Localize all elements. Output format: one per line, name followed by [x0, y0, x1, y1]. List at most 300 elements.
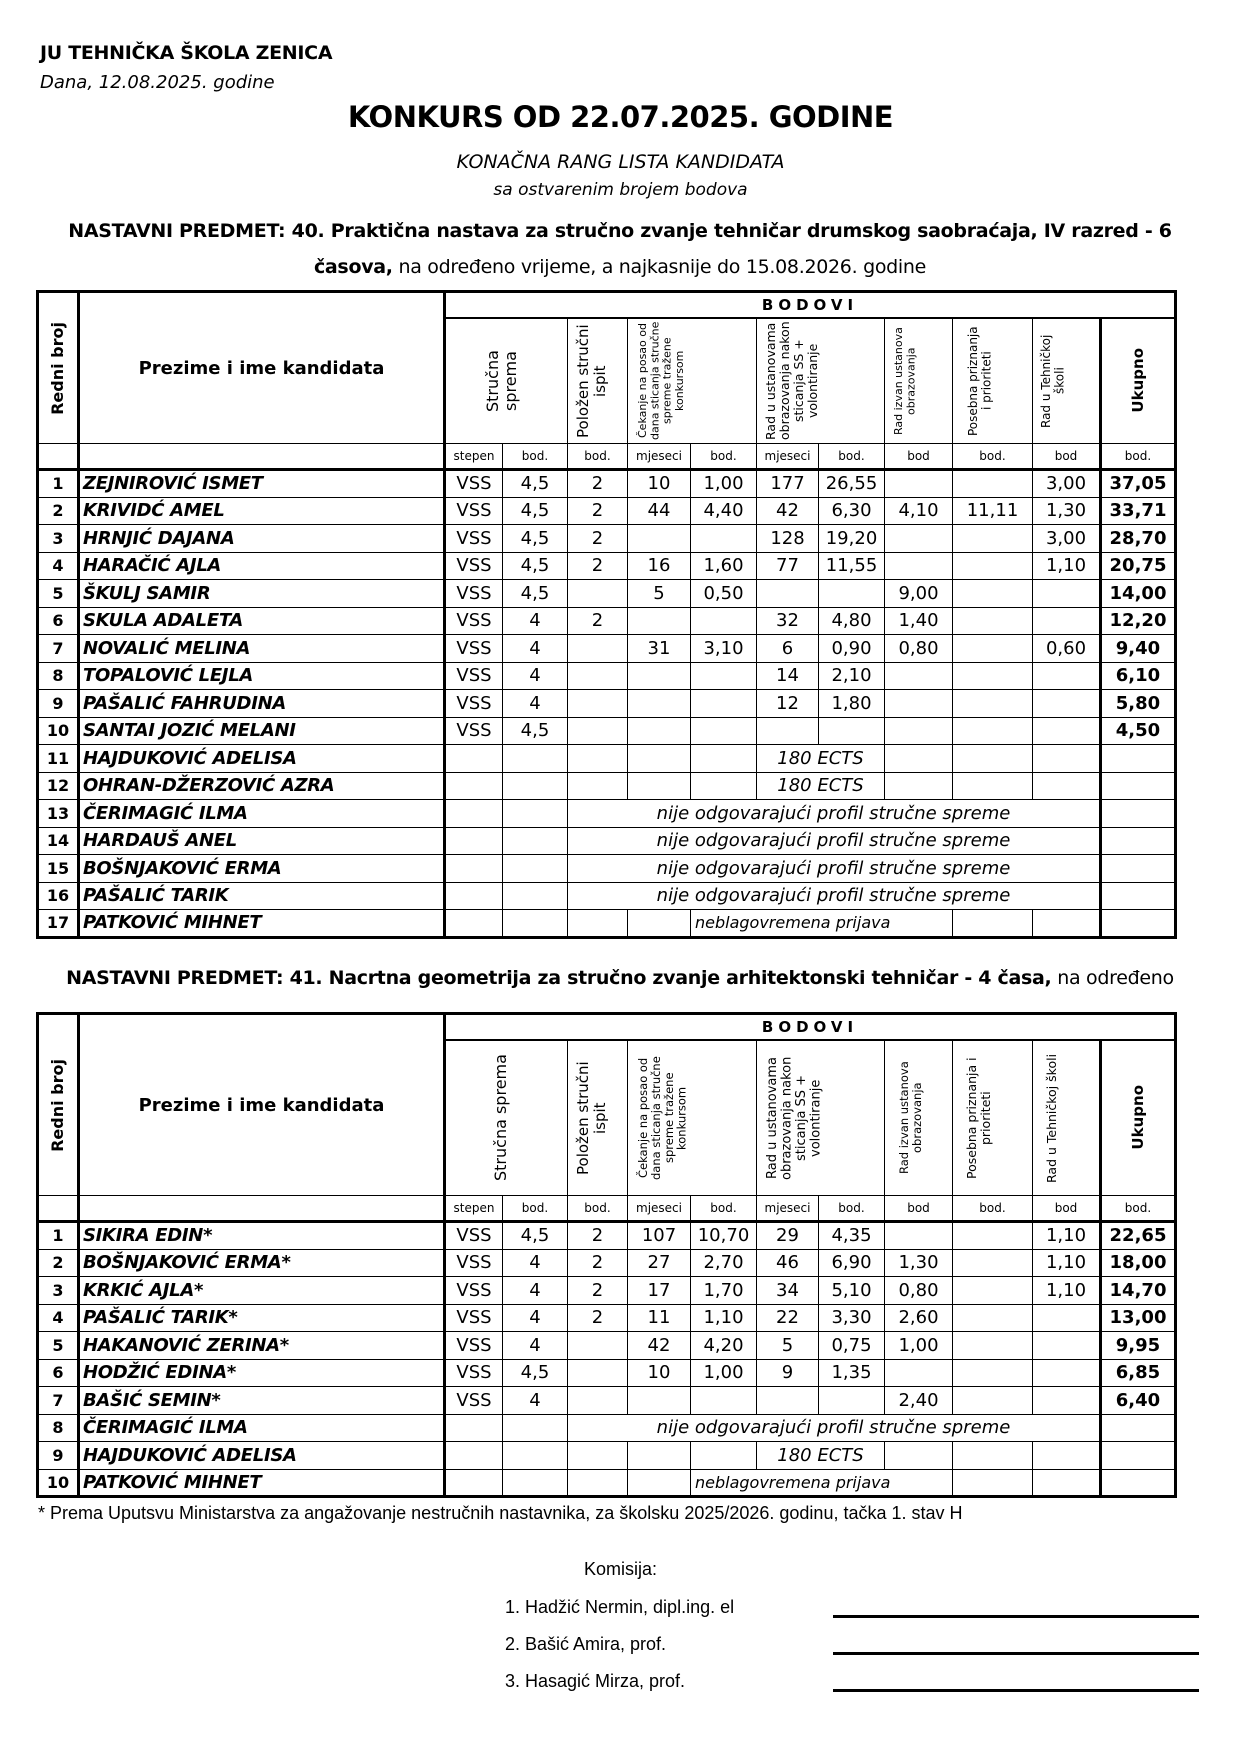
row-number: 15 [38, 855, 79, 883]
total-score: 22,65 [1101, 1222, 1176, 1250]
row-number: 2 [38, 497, 79, 525]
header-polozen-ispit: Položen stručni ispit [568, 1040, 628, 1196]
komisija-label: Komisija: [583, 1559, 658, 1579]
score-cell-rad-b: 1,35 [819, 1359, 885, 1387]
score-cell-ispit [568, 580, 628, 608]
score-cell-tehnicka [1033, 1304, 1101, 1332]
score-cell-tehnicka: 1,10 [1033, 552, 1101, 580]
row-number: 6 [38, 1359, 79, 1387]
score-cell-ss: 4,5 [503, 1359, 568, 1387]
score-cell-cek-b [691, 607, 757, 635]
table-row [38, 690, 1176, 718]
score-cell-posebna [953, 662, 1033, 690]
total-score: 9,95 [1101, 1332, 1176, 1360]
total-score: 28,70 [1101, 525, 1176, 553]
score-cell-cek-m [628, 525, 691, 553]
table-row [38, 1332, 1176, 1360]
section1-subject [40, 213, 1200, 285]
score-cell-cek-m: 27 [628, 1249, 691, 1277]
unit-bod: bod. [953, 444, 1033, 470]
unit-mjeseci: mjeseci [628, 1196, 691, 1222]
score-cell-stepen: VSS [445, 580, 503, 608]
score-cell-tehnicka [1033, 1332, 1101, 1360]
candidate-note: 180 ECTS [757, 745, 885, 773]
score-cell-cek-m [628, 717, 691, 745]
score-cell-posebna [953, 1277, 1033, 1305]
row-number: 8 [38, 662, 79, 690]
row-number: 10 [38, 1469, 79, 1497]
score-cell-cek-b: 2,70 [691, 1249, 757, 1277]
score-cell-izvan: 1,40 [885, 607, 953, 635]
score-cell-ispit [568, 635, 628, 663]
total-score [1101, 1414, 1176, 1442]
unit-mjeseci: mjeseci [757, 444, 819, 470]
score-cell-ss: 4 [503, 1332, 568, 1360]
score-cell-rad-b [819, 717, 885, 745]
empty-cell [568, 1442, 628, 1470]
candidate-name: ŠKULJ SAMIR [79, 580, 445, 608]
score-cell-stepen: VSS [445, 607, 503, 635]
candidate-note: nije odgovarajući profil stručne spreme [568, 882, 1101, 910]
total-score [1101, 1469, 1176, 1497]
candidate-note: 180 ECTS [757, 1442, 885, 1470]
empty-cell [953, 910, 1033, 938]
total-score: 14,70 [1101, 1277, 1176, 1305]
ranking-table-section2 [36, 1012, 1177, 1498]
score-cell-rad-b: 2,10 [819, 662, 885, 690]
score-cell-stepen: VSS [445, 525, 503, 553]
unit-bod: bod [1033, 1196, 1101, 1222]
total-score [1101, 772, 1176, 800]
empty-cell [503, 772, 568, 800]
score-cell-cek-m: 31 [628, 635, 691, 663]
header-cekanje: Čekanje na posao od dana sticanja stručne spreme tražene konkursom [628, 1040, 757, 1196]
header-bodovi: BODOVI [445, 292, 1176, 318]
row-number: 10 [38, 717, 79, 745]
score-cell-rad-m: 6 [757, 635, 819, 663]
score-cell-ss: 4 [503, 1304, 568, 1332]
score-cell-rad-b: 1,80 [819, 690, 885, 718]
school-name: JU TEHNIČKA ŠKOLA ZENICA [40, 42, 333, 64]
section2-subject [40, 960, 1200, 996]
score-cell-posebna [953, 717, 1033, 745]
empty-cell [1033, 745, 1101, 773]
units-empty [38, 1196, 79, 1222]
row-number: 4 [38, 1304, 79, 1332]
candidate-name: TOPALOVIĆ LEJLA [79, 662, 445, 690]
header-cekanje: Čekanje na posao od dana sticanja stručne spreme tražene konkursom [628, 318, 757, 444]
candidate-name: NOVALIĆ MELINA [79, 635, 445, 663]
score-cell-ss: 4 [503, 1249, 568, 1277]
score-cell-izvan [885, 717, 953, 745]
section1-subject-rest: na određeno vrijeme, a najkasnije do 15.08.2026. godine [392, 256, 927, 278]
score-cell-ss: 4,5 [503, 497, 568, 525]
score-cell-izvan [885, 1359, 953, 1387]
empty-cell [628, 1442, 691, 1470]
row-number: 3 [38, 1277, 79, 1305]
candidate-note: nije odgovarajući profil stručne spreme [568, 855, 1101, 883]
score-cell-ss: 4 [503, 1277, 568, 1305]
score-cell-ss: 4,5 [503, 1222, 568, 1250]
score-cell-stepen: VSS [445, 1304, 503, 1332]
score-cell-cek-b [691, 525, 757, 553]
table-row [38, 525, 1176, 553]
score-cell-posebna [953, 1222, 1033, 1250]
score-cell-cek-m: 11 [628, 1304, 691, 1332]
score-cell-izvan: 2,60 [885, 1304, 953, 1332]
candidate-name: HARDAUŠ ANEL [79, 827, 445, 855]
score-cell-cek-b: 1,00 [691, 1359, 757, 1387]
score-cell-izvan [885, 690, 953, 718]
section1-subject-bold2: časova, [313, 256, 393, 278]
score-cell-cek-m: 10 [628, 1359, 691, 1387]
row-number: 8 [38, 1414, 79, 1442]
header-redni-broj: Redni broj [38, 1014, 79, 1196]
score-cell-ispit: 2 [568, 497, 628, 525]
empty-cell [953, 1442, 1033, 1470]
komisija-member: 1. Hadžić Nermin, dipl.ing. el [505, 1597, 735, 1617]
empty-cell [445, 882, 503, 910]
score-cell-rad-b: 19,20 [819, 525, 885, 553]
score-cell-rad-m: 32 [757, 607, 819, 635]
unit-mjeseci: mjeseci [628, 444, 691, 470]
candidate-name: HARAČIĆ AJLA [79, 552, 445, 580]
empty-cell [503, 800, 568, 828]
header-strucna-sprema: Stručna sprema [445, 1040, 568, 1196]
signature-line [833, 1615, 1199, 1618]
score-cell-stepen: VSS [445, 1387, 503, 1415]
empty-cell [445, 800, 503, 828]
score-cell-posebna [953, 1359, 1033, 1387]
candidate-name: HAKANOVIĆ ZERINA* [79, 1332, 445, 1360]
empty-cell [503, 1442, 568, 1470]
score-cell-rad-b: 4,80 [819, 607, 885, 635]
score-cell-rad-m: 5 [757, 1332, 819, 1360]
score-cell-rad-m: 29 [757, 1222, 819, 1250]
score-cell-cek-b: 1,70 [691, 1277, 757, 1305]
empty-cell [445, 745, 503, 773]
empty-cell [1033, 1442, 1101, 1470]
score-cell-izvan: 1,00 [885, 1332, 953, 1360]
candidate-name: PATKOVIĆ MIHNET [79, 910, 445, 938]
empty-cell [445, 1469, 503, 1497]
score-cell-cek-m [628, 662, 691, 690]
score-cell-cek-b: 1,00 [691, 470, 757, 498]
unit-bod: bod. [819, 444, 885, 470]
score-cell-cek-m: 16 [628, 552, 691, 580]
empty-cell [885, 745, 953, 773]
score-cell-stepen: VSS [445, 690, 503, 718]
score-cell-ss: 4,5 [503, 552, 568, 580]
empty-cell [628, 745, 691, 773]
score-cell-rad-m: 12 [757, 690, 819, 718]
score-cell-izvan: 1,30 [885, 1249, 953, 1277]
score-cell-cek-b: 10,70 [691, 1222, 757, 1250]
row-number: 1 [38, 1222, 79, 1250]
ranking-table-section1 [36, 290, 1177, 939]
header-rad-u-ustanovama: Rad u ustanovama obrazovanja nakon sticanja SS + volontiranje [757, 1040, 885, 1196]
empty-cell [953, 1469, 1033, 1497]
empty-cell [628, 772, 691, 800]
score-cell-tehnicka [1033, 580, 1101, 608]
total-score: 18,00 [1101, 1249, 1176, 1277]
row-number: 6 [38, 607, 79, 635]
score-cell-ispit [568, 662, 628, 690]
header-prezime: Prezime i ime kandidata [79, 292, 445, 444]
total-score: 12,20 [1101, 607, 1176, 635]
score-cell-posebna [953, 607, 1033, 635]
units-empty [79, 1196, 445, 1222]
unit-bod: bod. [953, 1196, 1033, 1222]
score-cell-stepen: VSS [445, 1249, 503, 1277]
score-cell-ispit: 2 [568, 1249, 628, 1277]
score-cell-tehnicka [1033, 690, 1101, 718]
score-cell-rad-m: 9 [757, 1359, 819, 1387]
candidate-name: PAŠALIĆ TARIK* [79, 1304, 445, 1332]
row-number: 5 [38, 580, 79, 608]
empty-cell [503, 882, 568, 910]
score-cell-ss: 4 [503, 1387, 568, 1415]
table-row [38, 552, 1176, 580]
score-cell-izvan [885, 662, 953, 690]
header-rad-tehnicka: Rad u Tehničkoj školi [1033, 1040, 1101, 1196]
score-cell-ss: 4,5 [503, 717, 568, 745]
score-cell-cek-b: 4,40 [691, 497, 757, 525]
score-cell-posebna [953, 525, 1033, 553]
document-date: Dana, 12.08.2025. godine [40, 72, 275, 93]
score-cell-ispit [568, 1332, 628, 1360]
score-cell-rad-b: 26,55 [819, 470, 885, 498]
table-row [38, 1442, 1176, 1470]
score-cell-rad-b: 11,55 [819, 552, 885, 580]
score-cell-ispit [568, 690, 628, 718]
score-cell-cek-m: 107 [628, 1222, 691, 1250]
table-row [38, 910, 1176, 938]
table-row [38, 882, 1176, 910]
score-cell-posebna [953, 1332, 1033, 1360]
score-cell-izvan: 0,80 [885, 635, 953, 663]
empty-cell [503, 910, 568, 938]
total-score: 13,00 [1101, 1304, 1176, 1332]
total-score: 37,05 [1101, 470, 1176, 498]
empty-cell [885, 772, 953, 800]
units-empty [79, 444, 445, 470]
score-cell-cek-m [628, 690, 691, 718]
empty-cell [503, 745, 568, 773]
table-row [38, 1414, 1176, 1442]
empty-cell [568, 910, 628, 938]
candidate-name: SANTAI JOZIĆ MELANI [79, 717, 445, 745]
empty-cell [953, 745, 1033, 773]
score-cell-rad-b: 6,90 [819, 1249, 885, 1277]
score-cell-stepen: VSS [445, 497, 503, 525]
empty-cell [445, 827, 503, 855]
score-cell-izvan [885, 1222, 953, 1250]
candidate-name: SIKIRA EDIN* [79, 1222, 445, 1250]
komisija-member: 2. Bašić Amira, prof. [505, 1634, 667, 1654]
candidate-name: PATKOVIĆ MIHNET [79, 1469, 445, 1497]
header-prezime: Prezime i ime kandidata [79, 1014, 445, 1196]
candidate-name: OHRAN-DŽERZOVIĆ AZRA [79, 772, 445, 800]
table-row [38, 635, 1176, 663]
score-cell-tehnicka: 0,60 [1033, 635, 1101, 663]
score-cell-cek-m: 44 [628, 497, 691, 525]
document-title: KONKURS OD 22.07.2025. GODINE [347, 100, 894, 134]
table-row [38, 607, 1176, 635]
score-cell-cek-b: 0,50 [691, 580, 757, 608]
header-posebna-priznanja: Posebna priznanja i prioriteti [953, 318, 1033, 444]
candidate-name: HRNJIĆ DAJANA [79, 525, 445, 553]
score-cell-tehnicka: 1,10 [1033, 1249, 1101, 1277]
score-cell-stepen: VSS [445, 635, 503, 663]
empty-cell [1033, 1469, 1101, 1497]
unit-bod: bod [1033, 444, 1101, 470]
empty-cell [568, 745, 628, 773]
total-score: 6,10 [1101, 662, 1176, 690]
score-cell-rad-b: 3,30 [819, 1304, 885, 1332]
empty-cell [568, 1469, 628, 1497]
score-cell-ispit: 2 [568, 552, 628, 580]
empty-cell [445, 855, 503, 883]
header-polozen-ispit: Položen stručni ispit [568, 318, 628, 444]
score-cell-cek-m: 17 [628, 1277, 691, 1305]
row-number: 7 [38, 635, 79, 663]
score-cell-ispit [568, 1387, 628, 1415]
score-cell-izvan [885, 525, 953, 553]
row-number: 17 [38, 910, 79, 938]
score-cell-ispit: 2 [568, 470, 628, 498]
score-cell-tehnicka: 3,00 [1033, 525, 1101, 553]
score-cell-cek-b [691, 717, 757, 745]
total-score: 4,50 [1101, 717, 1176, 745]
score-cell-posebna [953, 1304, 1033, 1332]
units-empty [38, 444, 79, 470]
score-cell-ss: 4,5 [503, 470, 568, 498]
row-number: 9 [38, 1442, 79, 1470]
score-cell-stepen: VSS [445, 1277, 503, 1305]
score-cell-rad-m: 22 [757, 1304, 819, 1332]
score-cell-cek-b: 1,60 [691, 552, 757, 580]
row-number: 13 [38, 800, 79, 828]
score-cell-rad-m: 77 [757, 552, 819, 580]
header-rad-izvan: Rad izvan ustanova obrazovanja [885, 318, 953, 444]
komisija-member: 3. Hasagić Mirza, prof. [505, 1671, 686, 1691]
total-score [1101, 882, 1176, 910]
candidate-name: BAŠIĆ SEMIN* [79, 1387, 445, 1415]
table-row [38, 580, 1176, 608]
score-cell-posebna [953, 552, 1033, 580]
score-cell-posebna [953, 690, 1033, 718]
candidate-name: PAŠALIĆ TARIK [79, 882, 445, 910]
candidate-note: neblagovremena prijava [691, 910, 953, 938]
table-row [38, 827, 1176, 855]
table-row [38, 855, 1176, 883]
table-row [38, 1277, 1176, 1305]
header-rad-izvan: Rad izvan ustanova obrazovanja [885, 1040, 953, 1196]
total-score: 20,75 [1101, 552, 1176, 580]
document-subtitle: KONAČNA RANG LISTA KANDIDATA [456, 151, 785, 173]
total-score: 6,85 [1101, 1359, 1176, 1387]
empty-cell [568, 772, 628, 800]
row-number: 7 [38, 1387, 79, 1415]
document-subtitle-secondary: sa ostvarenim brojem bodova [493, 180, 748, 200]
candidate-note: nije odgovarajući profil stručne spreme [568, 1414, 1101, 1442]
unit-bod: bod. [819, 1196, 885, 1222]
score-cell-rad-m: 128 [757, 525, 819, 553]
header-rad-tehnicka: Rad u Tehničkoj školi [1033, 318, 1101, 444]
empty-cell [503, 827, 568, 855]
table-row [38, 800, 1176, 828]
score-cell-stepen: VSS [445, 470, 503, 498]
total-score: 5,80 [1101, 690, 1176, 718]
score-cell-rad-m [757, 717, 819, 745]
score-cell-ss: 4 [503, 690, 568, 718]
row-number: 2 [38, 1249, 79, 1277]
row-number: 4 [38, 552, 79, 580]
score-cell-stepen: VSS [445, 1332, 503, 1360]
score-cell-tehnicka: 3,00 [1033, 470, 1101, 498]
unit-bod: bod [885, 1196, 953, 1222]
total-score [1101, 855, 1176, 883]
score-cell-ispit: 2 [568, 1304, 628, 1332]
candidate-note: 180 ECTS [757, 772, 885, 800]
score-cell-izvan: 2,40 [885, 1387, 953, 1415]
header-ukupno: Ukupno [1101, 1040, 1176, 1196]
empty-cell [445, 1442, 503, 1470]
score-cell-rad-m [757, 580, 819, 608]
score-cell-stepen: VSS [445, 1222, 503, 1250]
empty-cell [691, 1442, 757, 1470]
score-cell-rad-b [819, 580, 885, 608]
score-cell-posebna [953, 580, 1033, 608]
total-score [1101, 745, 1176, 773]
score-cell-ispit [568, 1359, 628, 1387]
row-number: 1 [38, 470, 79, 498]
candidate-name: ZEJNIROVIĆ ISMET [79, 470, 445, 498]
score-cell-stepen: VSS [445, 1359, 503, 1387]
score-cell-tehnicka [1033, 1359, 1101, 1387]
empty-cell [1033, 772, 1101, 800]
header-rad-u-ustanovama: Rad u ustanovama obrazovanja nakon sticanja SS + volontiranje [757, 318, 885, 444]
total-score: 14,00 [1101, 580, 1176, 608]
unit-bod: bod. [691, 444, 757, 470]
empty-cell [691, 772, 757, 800]
score-cell-cek-b [691, 1387, 757, 1415]
table-row [38, 470, 1176, 498]
score-cell-izvan: 0,80 [885, 1277, 953, 1305]
score-cell-rad-b: 6,30 [819, 497, 885, 525]
unit-bod: bod. [503, 444, 568, 470]
candidate-note: nije odgovarajući profil stručne spreme [568, 827, 1101, 855]
candidate-name: HAJDUKOVIĆ ADELISA [79, 1442, 445, 1470]
section1-subject-bold: NASTAVNI PREDMET: 40. Praktična nastava za stručno zvanje tehničar drumskog saobraćaja, IV razred - 6 [68, 220, 1172, 242]
score-cell-rad-m [757, 1387, 819, 1415]
score-cell-cek-b [691, 690, 757, 718]
empty-cell [953, 772, 1033, 800]
candidate-name: HAJDUKOVIĆ ADELISA [79, 745, 445, 773]
score-cell-stepen: VSS [445, 552, 503, 580]
score-cell-tehnicka [1033, 717, 1101, 745]
empty-cell [691, 745, 757, 773]
score-cell-tehnicka: 1,10 [1033, 1277, 1101, 1305]
score-cell-tehnicka: 1,30 [1033, 497, 1101, 525]
unit-bod: bod. [1101, 444, 1176, 470]
candidate-name: KRIVIDĆ AMEL [79, 497, 445, 525]
score-cell-rad-m: 34 [757, 1277, 819, 1305]
score-cell-posebna [953, 635, 1033, 663]
unit-bod: bod. [691, 1196, 757, 1222]
candidate-note: nije odgovarajući profil stručne spreme [568, 800, 1101, 828]
